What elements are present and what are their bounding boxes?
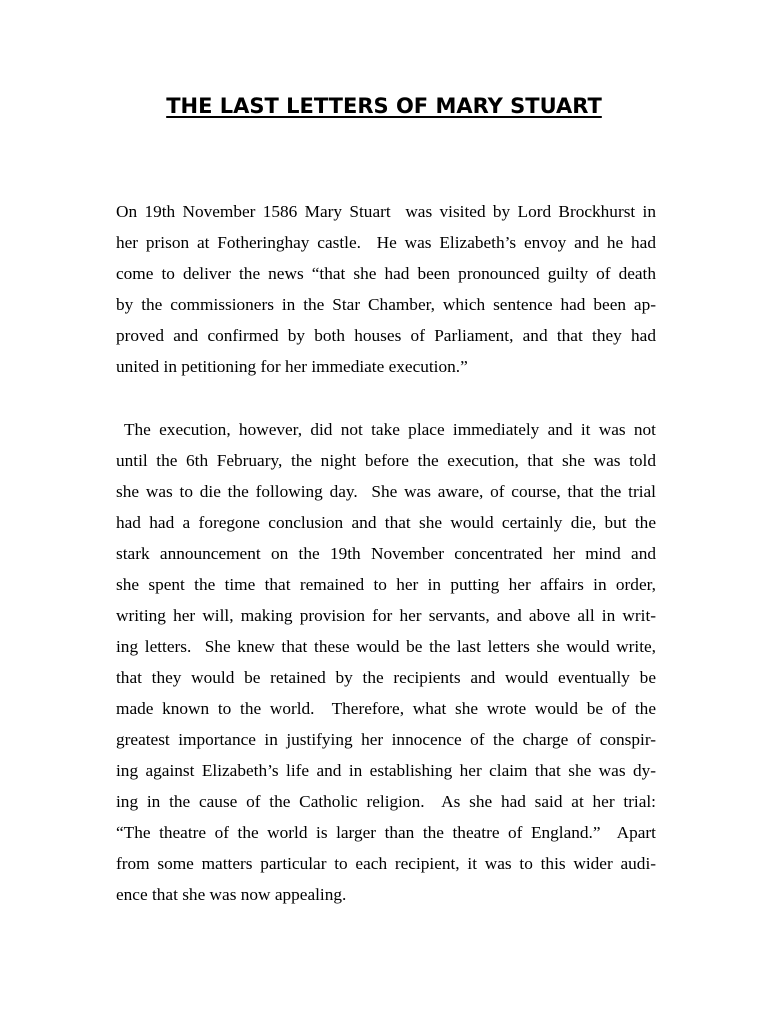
paragraph-2 xyxy=(116,414,656,910)
paragraph-line: made known to the world. Therefore, what she wrote would be of the xyxy=(116,699,656,718)
paragraph-line: ence that she was now appealing. xyxy=(116,885,347,904)
paragraph-line: “The theatre of the world is larger than the theatre of England.” Apart xyxy=(116,823,656,842)
paragraph-line: greatest importance in justifying her innocence of the charge of conspir- xyxy=(116,730,656,749)
paragraph-line: ing against Elizabeth’s life and in establishing her claim that she was dy- xyxy=(116,761,656,780)
paragraph-line: ing letters. She knew that these would be the last letters she would write, xyxy=(116,637,656,656)
paragraph-line: she spent the time that remained to her in putting her affairs in order, xyxy=(116,575,656,594)
paragraph-line: by the commissioners in the Star Chamber, which sentence had been ap- xyxy=(116,295,656,314)
paragraph-line: she was to die the following day. She was aware, of course, that the trial xyxy=(116,482,656,501)
paragraph-line: from some matters particular to each recipient, it was to this wider audi- xyxy=(116,854,656,873)
paragraph-line: proved and confirmed by both houses of Parliament, and that they had xyxy=(116,326,656,345)
paragraph-line: had had a foregone conclusion and that she would certainly die, but the xyxy=(116,513,656,532)
paragraph-line: writing her will, making provision for her servants, and above all in writ- xyxy=(116,606,656,625)
paragraph-line: The execution, however, did not take place immediately and it was not xyxy=(116,420,656,439)
paragraph-line: her prison at Fotheringhay castle. He was Elizabeth’s envoy and he had xyxy=(116,233,656,252)
paragraph-line: ing in the cause of the Catholic religion. As she had said at her trial: xyxy=(116,792,656,811)
paragraph-line: that they would be retained by the recipients and would eventually be xyxy=(116,668,656,687)
paragraph-line: united in petitioning for her immediate execution.” xyxy=(116,357,468,376)
paragraph-1 xyxy=(116,196,656,382)
paragraph-line: come to deliver the news “that she had been pronounced guilty of death xyxy=(116,264,656,283)
paragraph-line: until the 6th February, the night before the execution, that she was told xyxy=(116,451,656,470)
document-title: THE LAST LETTERS OF MARY STUART xyxy=(166,94,602,118)
paragraph-line: On 19th November 1586 Mary Stuart was visited by Lord Brockhurst in xyxy=(116,202,656,221)
paragraph-line: stark announcement on the 19th November concentrated her mind and xyxy=(116,544,656,563)
